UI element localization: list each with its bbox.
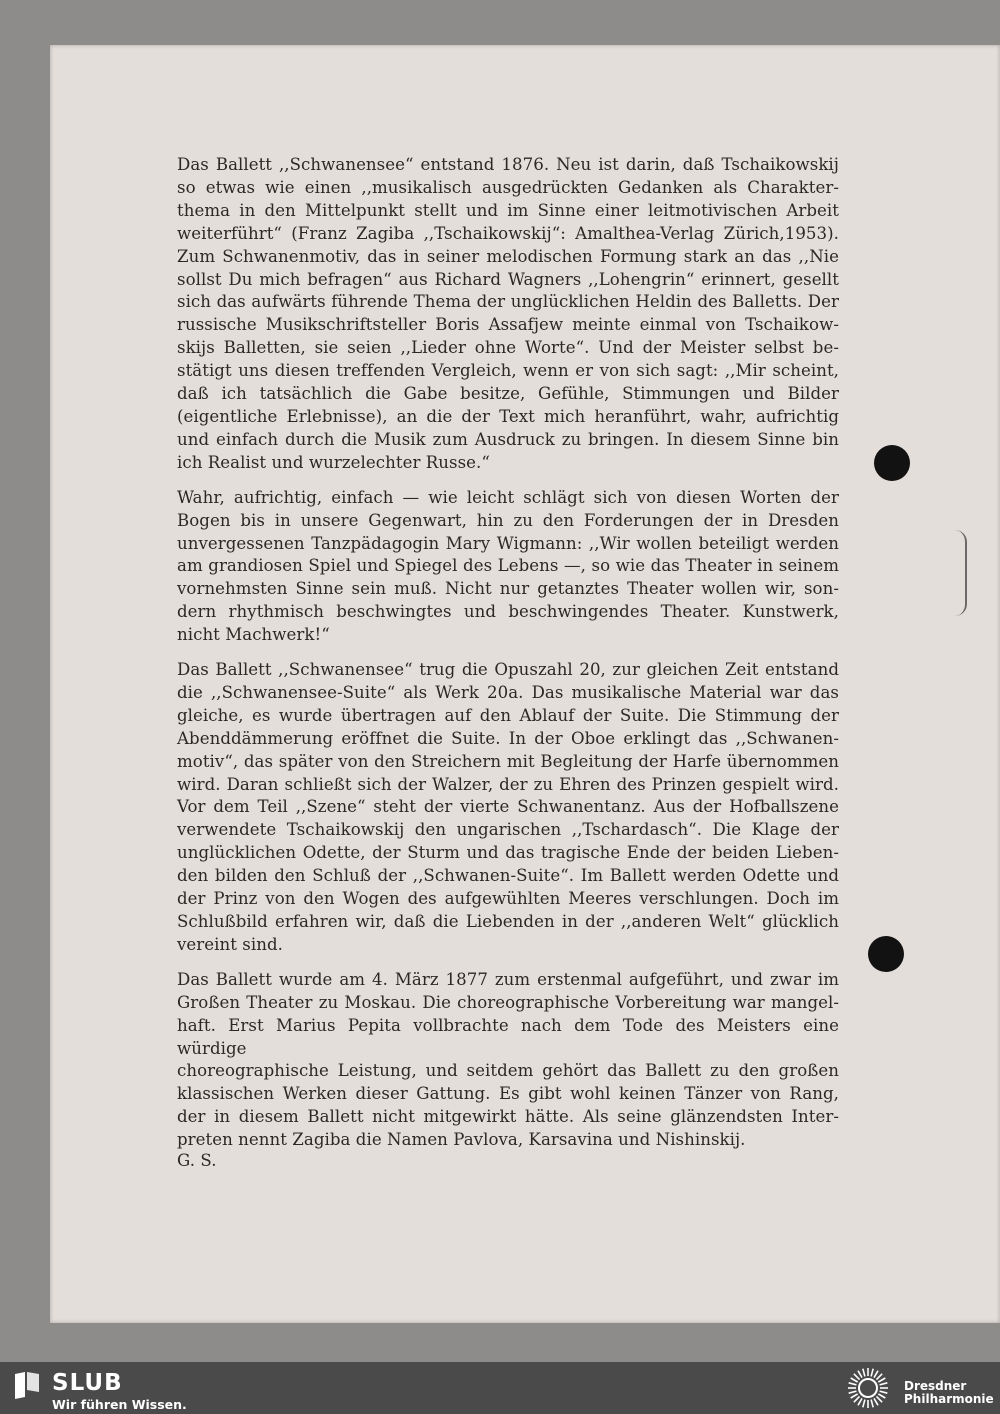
sunburst-ray <box>876 1374 882 1380</box>
sunburst-ray <box>880 1383 888 1385</box>
paragraph <box>177 154 839 475</box>
sunburst-ray <box>858 1398 862 1405</box>
partner-name[interactable] <box>904 1380 994 1406</box>
staple-mark <box>951 530 967 616</box>
sunburst-ray <box>849 1383 857 1385</box>
footer-bar <box>0 1362 1000 1414</box>
text-line: der Prinz von den Wogen des aufgewühlten Meeres verschlungen. Doch im <box>177 889 839 909</box>
sunburst-ray <box>880 1391 888 1393</box>
text-line: Schlußbild erfahren wir, daß die Liebenden in der ,,anderen Welt“ glücklich <box>177 912 839 931</box>
paragraph <box>177 659 839 957</box>
slub-book-icon <box>12 1370 42 1400</box>
sunburst-ray <box>854 1374 860 1380</box>
text-line: Bogen bis in unsere Gegenwart, hin zu den Forderungen der in Dresden <box>177 510 839 530</box>
text-line: stätigt uns diesen treffenden Vergleich, wenn er von sich sagt: ,,Mir scheint, <box>177 361 839 381</box>
text-line: vornehmsten Sinne sein muß. Nicht nur getanztes Theater wollen wir, son- <box>177 579 839 599</box>
text-line: weiterführt“ (Franz Zagiba ,,Tschaikowskij“: Amalthea-Verlag Zürich,1953). <box>177 223 839 243</box>
sunburst-ray <box>863 1369 865 1377</box>
text-line: Wahr, aufrichtig, einfach — wie leicht schlägt sich von diesen Worten der <box>177 487 839 507</box>
text-line: die ,,Schwanensee-Suite“ als Werk 20a. Das musikalische Material war das <box>177 682 839 702</box>
partner-name-line1: Dresdner <box>904 1379 967 1393</box>
text-line: Das Ballett ,,Schwanensee“ entstand 1876. Neu ist darin, daß Tschaikowskij <box>177 155 839 174</box>
punch-hole-bottom <box>868 936 904 972</box>
article-text <box>177 154 839 1185</box>
text-line: gleiche, es wurde übertragen auf den Ablauf der Suite. Die Stimmung der <box>177 705 839 725</box>
text-line: und einfach durch die Musik zum Ausdruck zu bringen. In diesem Sinne bin <box>177 429 839 449</box>
sunburst-ray <box>871 1369 873 1377</box>
text-line: vereint sind. <box>177 934 283 954</box>
sunburst-ray <box>876 1396 882 1402</box>
sunburst-ray <box>863 1400 865 1408</box>
text-line: so etwas wie einen ,,musikalisch ausgedrückten Gedanken als Charakter- <box>177 177 839 197</box>
text-line: sollst Du mich befragen“ aus Richard Wagners ,,Lohengrin“ erinnert, gesellt <box>177 269 839 289</box>
text-line: ich Realist und wurzelechter Russe.“ <box>177 452 490 472</box>
sunburst-ray <box>878 1378 885 1382</box>
text-line: motiv“, das später von den Streichern mit Begleitung der Harfe übernommen <box>177 751 839 771</box>
text-line: Großen Theater zu Moskau. Die choreographische Vorbereitung war mangel- <box>177 992 839 1012</box>
text-line: verwendete Tschaikowskij den ungarischen ,,Tschardasch“. Die Klage der <box>177 820 839 840</box>
text-line: unglücklichen Odette, der Sturm und das tragische Ende der beiden Lieben- <box>177 843 839 863</box>
text-line: am grandiosen Spiel und Spiegel des Lebens —, so wie das Theater in seinem <box>177 556 839 576</box>
text-line: thema in den Mittelpunkt stellt und im Sinne einer leitmotivischen Arbeit <box>177 200 839 220</box>
paragraph <box>177 969 839 1173</box>
text-line: Zum Schwanenmotiv, das in seiner melodischen Formung stark an das ,,Nie <box>177 246 839 266</box>
text-line: der in diesem Ballett nicht mitgewirkt hätte. Als seine glänzendsten Inter- <box>177 1107 839 1127</box>
sunburst-ray <box>851 1394 858 1398</box>
sunburst-ray <box>871 1400 873 1408</box>
sunburst-icon[interactable] <box>842 1366 894 1410</box>
slub-tagline: Wir führen Wissen. <box>52 1397 187 1412</box>
sunburst-ray <box>874 1371 878 1378</box>
sunburst-ray <box>878 1394 885 1398</box>
text-line: choreographische Leistung, und seitdem gehört das Ballett zu den großen <box>177 1061 839 1081</box>
sunburst-ray <box>854 1396 860 1402</box>
sunburst-ray <box>858 1371 862 1378</box>
text-line: Das Ballett wurde am 4. März 1877 zum erstenmal aufgeführt, und zwar im <box>177 969 839 989</box>
author-signature: G. S. <box>177 1151 217 1171</box>
sunburst-ray <box>849 1391 857 1393</box>
text-line: (eigentliche Erlebnisse), an die der Text mich heranführt, wahr, aufrichtig <box>177 406 839 426</box>
sunburst-ray <box>874 1398 878 1405</box>
text-line: skijs Balletten, sie seien ,,Lieder ohne Worte“. Und der Meister selbst be- <box>177 338 839 358</box>
text-line: Das Ballett ,,Schwanensee“ trug die Opuszahl 20, zur gleichen Zeit entstand <box>177 660 839 680</box>
text-line: preten nennt Zagiba die Namen Pavlova, Karsavina und Nishinskij. <box>177 1130 746 1150</box>
text-line: den bilden den Schluß der ,,Schwanen-Suite“. Im Ballett werden Odette und <box>177 866 839 886</box>
text-line: russische Musikschriftsteller Boris Assafjew meinte einmal von Tschaikow- <box>177 315 839 335</box>
slub-name[interactable]: SLUB <box>52 1370 123 1396</box>
text-line: dern rhythmisch beschwingtes und beschwingendes Theater. Kunstwerk, <box>177 602 839 622</box>
punch-hole-top <box>874 445 910 481</box>
text-line: wird. Daran schließt sich der Walzer, der zu Ehren des Prinzen gespielt wird. <box>177 774 839 794</box>
text-line: Abenddämmerung eröffnet die Suite. In der Oboe erklingt das ,,Schwanen- <box>177 728 839 748</box>
text-line: haft. Erst Marius Pepita vollbrachte nach dem Tode des Meisters eine würdige <box>177 1015 839 1058</box>
sunburst-ray <box>851 1378 858 1382</box>
text-line: unvergessenen Tanzpädagogin Mary Wigmann: ,,Wir wollen beteiligt werden <box>177 533 839 553</box>
text-line: klassischen Werken dieser Gattung. Es gibt wohl keinen Tänzer von Rang, <box>177 1084 839 1104</box>
paragraph <box>177 487 839 647</box>
text-line: Vor dem Teil ,,Szene“ steht der vierte Schwanentanz. Aus der Hofballszene <box>177 797 839 817</box>
text-line: nicht Machwerk!“ <box>177 625 330 645</box>
text-line: sich das aufwärts führende Thema der unglücklichen Heldin des Balletts. Der <box>177 292 839 312</box>
text-line: daß ich tatsächlich die Gabe besitze, Gefühle, Stimmungen und Bilder <box>177 384 839 404</box>
partner-name-line2: Philharmonie <box>904 1392 994 1406</box>
